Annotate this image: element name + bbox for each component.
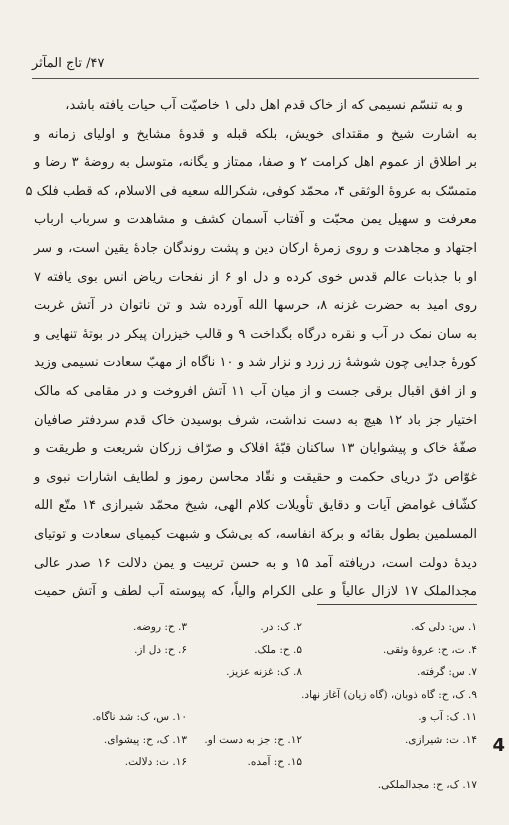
footnote: ۹. ک، ح: گاه ذوبان، (گاه زیان) آغاز نهاد.	[301, 688, 477, 701]
running-head: ۴۷/ تاج المآثر	[32, 56, 105, 71]
footnote-row	[60, 774, 477, 797]
page-number: 4	[492, 735, 505, 756]
footnote	[187, 706, 302, 729]
footnote	[302, 751, 477, 774]
footnote-row	[60, 639, 477, 662]
footnote-row	[60, 616, 477, 639]
footnote-row	[60, 706, 477, 729]
header-rule	[32, 78, 479, 79]
body-line: کورهٔ جدایی چون شوشهٔ زر زرد و نزار شد و ۱۰ ناگاه از مهبّ سعادت نسیمی وزید	[34, 355, 477, 371]
body-line: بر اطلاق از عموم اهل کرامت ۲ و صفا، ممتاز و یگانه، متوسل به روضهٔ ۳ رضا و	[34, 155, 477, 171]
footnote: ۲. ک: در.	[260, 621, 302, 633]
footnote-row	[60, 751, 477, 774]
footnote: ۱۳. ک، ح: پیشوای.	[103, 733, 187, 746]
body-line: به اشارت شیخ و مقتدای خویش، بلکه قبله و قدوهٔ مشایخ و اولیای زمانه و	[34, 126, 477, 142]
footnote: ۱۵. ح: آمده.	[247, 756, 302, 768]
body-line: روی امید به حضرت غزنه ۸، حرسها الله آورده شد و تن ناتوان در آتش غربت	[34, 298, 477, 314]
body-line: صفّهٔ خاک و پیشوایان ۱۳ ساکنان قبّهٔ افلاک و صرّاف زرکان شریعت و طریقت و	[34, 441, 477, 457]
footnote: ۱۲. ح: جز به دست او.	[204, 733, 302, 746]
footnote: ۱۶. ت: دلالت.	[124, 756, 187, 768]
body-line: غوّاص درّ دریای حکمت و حقیقت و نقّاد محاسن رموز و لطایف اشارات نبوی و	[34, 469, 477, 485]
body-line: به سان نمک در آب و نقره درگاه بگداخت ۹ و قالب خیزران پیکر در بوتهٔ تنهایی و	[34, 326, 477, 342]
footnotes	[60, 616, 477, 796]
footnote: ۴. ت، ح: عروهٔ وثقی.	[383, 643, 477, 656]
footnote-rule	[317, 604, 477, 605]
body-line: مجدالملک ۱۷ لازال عالیاً و علی الکرام والیاً، که پیوسته آب لطف و آتش حمیت	[34, 584, 477, 600]
body-line: اجتهاد و مجاهدت و روی زمرهٔ ارکان دین و پشت روندگان جادهٔ یقین است، و سر	[34, 240, 477, 256]
footnote-row	[60, 661, 477, 684]
body-line: اختیار جز باد ۱۲ هیچ به دست نداشت، شرف بوسیدن خاک قدم سردفتر صافیان	[34, 412, 477, 428]
footnote: ۱. س: دلی که.	[411, 621, 477, 633]
body-line: متمسّک به عروهٔ الوثقی ۴، محمّد کوفی، شکرالله سعیه فی الاسلام، که قطب فلک ۵	[25, 183, 477, 199]
footnote-empty	[60, 661, 187, 684]
footnote: ۵. ح: ملک.	[254, 643, 302, 656]
footnote: ۷. س: گرفته.	[417, 666, 477, 678]
footnote: ۱۱. ک: آب و.	[418, 711, 477, 723]
body-line: معرفت و سهیل یمن محبّت و آفتاب آسمان کشف و مشاهدت و سرباب ارباب	[34, 212, 477, 228]
body-text	[25, 92, 478, 607]
footnote: ۱۴. ت: شیرازی.	[404, 733, 477, 746]
body-line: دیدهٔ دولت است، دریافته آمد ۱۵ و به حسن تربیت و یمن دلالت ۱۶ صدر عالی	[34, 555, 477, 571]
footnote: ۶. ح: دل از.	[134, 643, 187, 656]
body-line: کشّاف غوامض آیات و دقایق تأویلات کلام الهی، شیخ محمّد شیرازی ۱۴ متّع الله	[34, 498, 478, 514]
footnote: ۱۰. س، ک: شد ناگاه.	[92, 711, 187, 723]
footnote: ۸. ک: غزنه عزیز.	[226, 666, 302, 678]
body-line: و به تنسّم نسیمی که از خاک قدم اهل دلی ۱ خاصیّت آب حیات یافته باشد،	[65, 98, 463, 113]
footnote: ۳. ح: روضه.	[133, 621, 187, 633]
footnote: ۱۷. ک، ح: مجدالملکی.	[377, 778, 477, 791]
body-line: او با جذبات عالم قدس خوی کرده و دل او ۶ از نفحات ریاض انس بوی یافته ۷	[34, 269, 477, 285]
footnote-row	[60, 729, 477, 752]
body-line: و از افق اقبال برقی جست و از میان آب ۱۱ آتش افروخت و در مقامی که مالک	[34, 383, 477, 399]
footnote-row	[60, 684, 477, 707]
body-line: المسلمین بطول بقائه و برکة انفاسه، که بی‌شک و شبهت کیمیای سعادت و توتیای	[34, 526, 477, 542]
